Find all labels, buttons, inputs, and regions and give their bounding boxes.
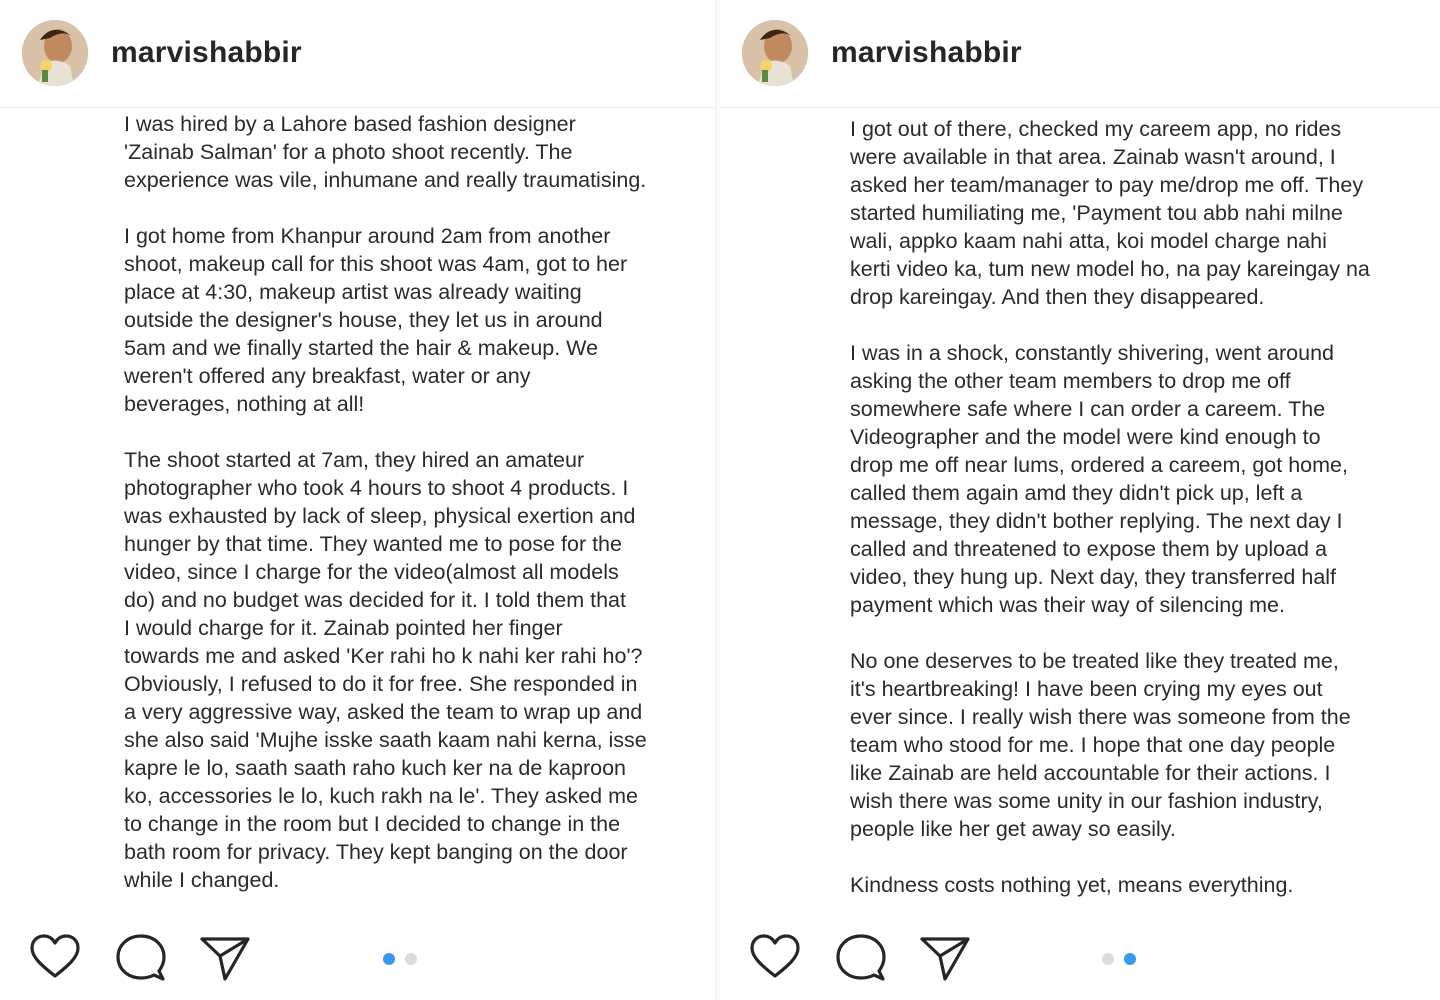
username[interactable]: marvishabbir bbox=[831, 36, 1022, 69]
caption-line: asked her team/manager to pay me/drop me off. They bbox=[850, 173, 1364, 197]
caption-paragraph bbox=[850, 115, 1410, 311]
caption-line: place at 4:30, makeup artist was already waiting bbox=[124, 280, 582, 304]
caption-line: asking the other team members to drop me off bbox=[850, 369, 1291, 393]
caption-line: ever since. I really wish there was someone from the bbox=[850, 705, 1351, 729]
caption-line: 5am and we finally started the hair & makeup. We bbox=[124, 336, 599, 360]
avatar[interactable] bbox=[742, 20, 808, 86]
caption-line: experience was vile, inhumane and really traumatising. bbox=[124, 168, 647, 192]
caption-line: started humiliating me, 'Payment tou abb nahi milne bbox=[850, 201, 1343, 225]
caption-line: kerti video ka, tum new model ho, na pay kareingay na bbox=[850, 257, 1370, 281]
caption-line: shoot, makeup call for this shoot was 4am, got to her bbox=[124, 252, 628, 276]
caption-line: 'Zainab Salman' for a photo shoot recently. The bbox=[124, 140, 573, 164]
caption-paragraph bbox=[850, 871, 1410, 899]
carousel-dot-active[interactable] bbox=[1124, 953, 1136, 965]
caption-line: Videographer and the model were kind enough to bbox=[850, 425, 1321, 449]
caption-line: towards me and asked 'Ker rahi ho k nahi ker rahi ho'? bbox=[124, 644, 643, 668]
caption-paragraph bbox=[850, 339, 1410, 619]
caption-line: I would charge for it. Zainab pointed her finger bbox=[124, 616, 563, 640]
caption-line: message, they didn't bother replying. The next day I bbox=[850, 509, 1343, 533]
post-caption bbox=[850, 115, 1410, 927]
post-header bbox=[0, 0, 715, 108]
caption-paragraph bbox=[850, 647, 1410, 843]
carousel-dot[interactable] bbox=[1102, 953, 1114, 965]
caption-line: people like her get away so easily. bbox=[850, 817, 1176, 841]
caption-line: it's heartbreaking! I have been crying my eyes out bbox=[850, 677, 1323, 701]
caption-line: wish there was some unity in our fashion industry, bbox=[850, 789, 1323, 813]
caption-line: kapre le lo, saath saath raho kuch ker na de kaproon bbox=[124, 756, 626, 780]
caption-line: bath room for privacy. They kept banging on the door bbox=[124, 840, 628, 864]
comment-icon[interactable] bbox=[113, 930, 169, 986]
caption-line: beverages, nothing at all! bbox=[124, 392, 365, 416]
action-bar bbox=[0, 930, 715, 990]
caption-line: drop kareingay. And then they disappeared. bbox=[850, 285, 1265, 309]
caption-line: I was hired by a Lahore based fashion designer bbox=[124, 112, 576, 136]
carousel-dot[interactable] bbox=[405, 953, 417, 965]
action-bar bbox=[720, 930, 1440, 990]
post-slide-1 bbox=[0, 0, 716, 1000]
caption-line: The shoot started at 7am, they hired an amateur bbox=[124, 448, 585, 472]
caption-line: like Zainab are held accountable for their actions. I bbox=[850, 761, 1331, 785]
caption-line: payment which was their way of silencing me. bbox=[850, 593, 1285, 617]
share-icon[interactable] bbox=[918, 930, 974, 986]
post-caption bbox=[124, 110, 684, 922]
caption-paragraph bbox=[124, 110, 684, 194]
caption-line: were available in that area. Zainab wasn't around, I bbox=[850, 145, 1336, 169]
username[interactable]: marvishabbir bbox=[111, 36, 302, 69]
caption-line: I got home from Khanpur around 2am from another bbox=[124, 224, 611, 248]
caption-line: photographer who took 4 hours to shoot 4 products. I bbox=[124, 476, 629, 500]
caption-line: a very aggressive way, asked the team to wrap up and bbox=[124, 700, 643, 724]
carousel-dot-active[interactable] bbox=[383, 953, 395, 965]
caption-line: Obviously, I refused to do it for free. She responded in bbox=[124, 672, 638, 696]
post-header bbox=[720, 0, 1440, 108]
caption-line: while I changed. bbox=[124, 868, 280, 892]
caption-line: Kindness costs nothing yet, means everything. bbox=[850, 873, 1294, 897]
caption-line: weren't offered any breakfast, water or any bbox=[124, 364, 531, 388]
caption-line: ko, accessories le lo, kuch rakh na le'. They asked me bbox=[124, 784, 638, 808]
caption-line: video, since I charge for the video(almost all models bbox=[124, 560, 619, 584]
avatar[interactable] bbox=[22, 20, 88, 86]
caption-line: to change in the room but I decided to change in the bbox=[124, 812, 621, 836]
caption-line: No one deserves to be treated like they treated me, bbox=[850, 649, 1339, 673]
caption-line: team who stood for me. I hope that one day people bbox=[850, 733, 1336, 757]
heart-icon[interactable] bbox=[747, 930, 803, 986]
caption-paragraph bbox=[124, 446, 684, 894]
caption-line: outside the designer's house, they let us in around bbox=[124, 308, 603, 332]
caption-line: I got out of there, checked my careem app, no rides bbox=[850, 117, 1342, 141]
caption-line: video, they hung up. Next day, they transferred half bbox=[850, 565, 1337, 589]
caption-line: somewhere safe where I can order a careem. The bbox=[850, 397, 1326, 421]
caption-line: wali, appko kaam nahi atta, koi model charge nahi bbox=[850, 229, 1327, 253]
caption-line: do) and no budget was decided for it. I told them that bbox=[124, 588, 626, 612]
comment-icon[interactable] bbox=[833, 930, 889, 986]
post-slide-2 bbox=[720, 0, 1440, 1000]
carousel-indicator bbox=[383, 952, 427, 966]
caption-line: hunger by that time. They wanted me to pose for the bbox=[124, 532, 622, 556]
carousel-indicator bbox=[1102, 952, 1146, 966]
caption-line: called them again amd they didn't pick up, left a bbox=[850, 481, 1303, 505]
caption-line: she also said 'Mujhe isske saath kaam nahi kerna, isse bbox=[124, 728, 647, 752]
caption-line: called and threatened to expose them by upload a bbox=[850, 537, 1327, 561]
share-icon[interactable] bbox=[198, 930, 254, 986]
caption-line: drop me off near lums, ordered a careem, got home, bbox=[850, 453, 1348, 477]
caption-line: I was in a shock, constantly shivering, went around bbox=[850, 341, 1335, 365]
heart-icon[interactable] bbox=[27, 930, 83, 986]
caption-paragraph bbox=[124, 222, 684, 418]
caption-line: was exhausted by lack of sleep, physical exertion and bbox=[124, 504, 636, 528]
